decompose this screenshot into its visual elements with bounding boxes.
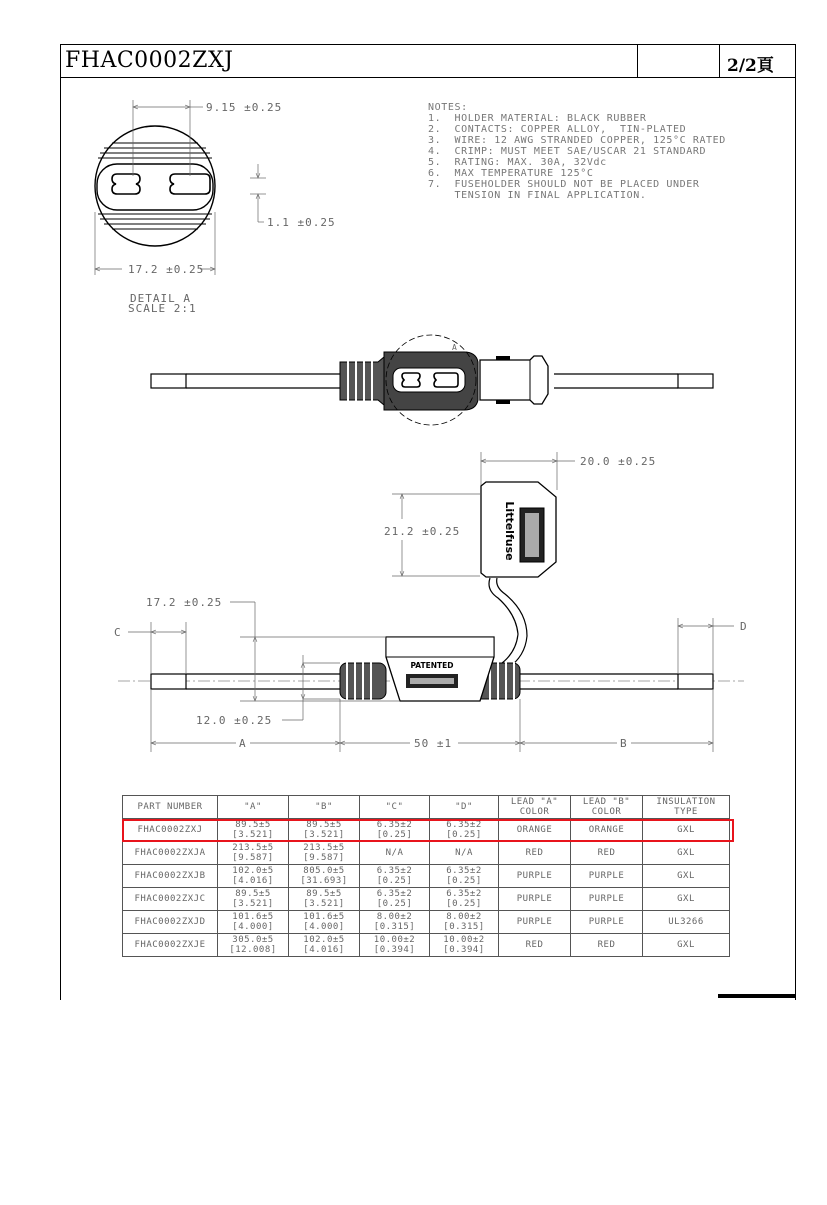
header-text: "A" xyxy=(244,802,262,812)
table-cell xyxy=(218,842,289,865)
cell-text: [12.008] xyxy=(229,945,277,955)
cell-text: FHAC0002ZXJA xyxy=(134,848,206,858)
cell-text: RED xyxy=(525,848,544,858)
cell-text: [3.521] xyxy=(303,899,345,909)
cell-text: [0.394] xyxy=(373,945,416,955)
table-cell xyxy=(123,865,218,888)
table-cell xyxy=(430,934,499,957)
cell-text: 89.5±5 xyxy=(306,889,342,899)
cell-text: GXL xyxy=(677,825,695,835)
table-cell xyxy=(218,865,289,888)
top-view xyxy=(151,335,713,425)
cell-text: [0.25] xyxy=(376,899,413,909)
table-cell xyxy=(360,934,430,957)
table-cell xyxy=(289,888,360,911)
cell-text: [3.521] xyxy=(232,830,274,840)
cell-text: 8.00±2 xyxy=(376,912,413,922)
cell-text: FHAC0002ZXJD xyxy=(134,917,206,927)
table-cell xyxy=(289,842,360,865)
cell-text: 6.35±2 xyxy=(446,866,482,876)
table-cell xyxy=(430,842,499,865)
table-cell xyxy=(360,911,430,934)
cell-text: PURPLE xyxy=(588,894,625,904)
header-text: LEAD "A" xyxy=(510,797,559,807)
body-height-dim: 12.0 ±0.25 xyxy=(196,714,273,727)
cell-text: 102.0±5 xyxy=(303,935,345,945)
notes-line: NOTES: xyxy=(428,102,468,113)
cell-text: [0.25] xyxy=(376,830,413,840)
cell-text: [0.315] xyxy=(373,922,416,932)
dim-d-label: D xyxy=(740,620,748,633)
cell-text: ORANGE xyxy=(588,825,625,835)
header-text: "C" xyxy=(385,802,404,812)
column-header xyxy=(430,796,499,819)
detail-diameter-dim: 17.2 ±0.25 xyxy=(128,263,205,276)
cell-text: 89.5±5 xyxy=(306,820,342,830)
header-text: "D" xyxy=(455,802,473,812)
cell-text: 305.0±5 xyxy=(232,935,274,945)
cell-text: 6.35±2 xyxy=(376,889,413,899)
notes-block xyxy=(428,102,726,201)
cell-text: PURPLE xyxy=(516,871,553,881)
cell-text: PURPLE xyxy=(516,917,553,927)
cell-text: [4.016] xyxy=(232,876,274,886)
notes-line: 4. CRIMP: MUST MEET SAE/USCAR 21 STANDARD xyxy=(428,146,707,157)
table-cell xyxy=(643,911,730,934)
body-diameter-dim: 17.2 ±0.25 xyxy=(146,596,223,609)
notes-line: 3. WIRE: 12 AWG STRANDED COPPER, 125°C RATED xyxy=(428,135,726,146)
table-cell xyxy=(643,934,730,957)
cell-text: 805.0±5 xyxy=(303,866,345,876)
table-cell xyxy=(123,934,218,957)
notes-line: 1. HOLDER MATERIAL: BLACK RUBBER xyxy=(428,113,647,124)
table-cell xyxy=(499,842,571,865)
cell-text: 101.6±5 xyxy=(232,912,274,922)
cell-text: [4.000] xyxy=(232,922,274,932)
cell-text: [9.587] xyxy=(232,853,274,863)
cell-text: GXL xyxy=(677,894,695,904)
cell-text: 10.00±2 xyxy=(373,935,416,945)
dim-b-label: B xyxy=(620,737,628,750)
cell-text: FHAC0002ZXJC xyxy=(134,894,206,904)
cap-height-dim: 21.2 ±0.25 xyxy=(384,525,461,538)
table-header-row xyxy=(123,796,730,819)
table-cell xyxy=(643,865,730,888)
cell-text: N/A xyxy=(455,848,473,858)
cell-text: PURPLE xyxy=(516,894,553,904)
cell-text: 89.5±5 xyxy=(235,889,271,899)
cell-text: GXL xyxy=(677,871,695,881)
table-cell xyxy=(571,865,643,888)
cell-text: [0.25] xyxy=(446,876,482,886)
cell-text: [0.315] xyxy=(443,922,485,932)
cell-text: 6.35±2 xyxy=(376,866,413,876)
cell-text: N/A xyxy=(385,848,404,858)
table-cell xyxy=(571,842,643,865)
highlighted-row-box xyxy=(122,819,734,842)
column-header xyxy=(571,796,643,819)
column-header xyxy=(289,796,360,819)
brand-logo: Littelfuse xyxy=(503,501,516,561)
table-cell xyxy=(360,865,430,888)
table-cell xyxy=(218,934,289,957)
table-row xyxy=(123,911,730,934)
patented-stamp: PATENTED xyxy=(410,661,454,670)
cell-text: 213.5±5 xyxy=(232,843,274,853)
table-cell xyxy=(430,888,499,911)
header-text: INSULATION xyxy=(656,797,716,807)
table-cell xyxy=(218,888,289,911)
cell-text: [0.25] xyxy=(376,876,413,886)
notes-line: 2. CONTACTS: COPPER ALLOY, TIN-PLATED xyxy=(428,124,687,135)
cap-width-dim: 20.0 ±0.25 xyxy=(580,455,657,468)
table-cell xyxy=(123,842,218,865)
table-cell xyxy=(123,888,218,911)
cell-text: GXL xyxy=(677,940,695,950)
table-cell xyxy=(499,865,571,888)
cell-text: 101.6±5 xyxy=(303,912,345,922)
detail-gap-dim: 1.1 ±0.25 xyxy=(267,216,336,229)
detail-callout: A xyxy=(452,343,458,352)
table-cell xyxy=(123,911,218,934)
cell-text: [4.016] xyxy=(303,945,345,955)
cell-text: [0.25] xyxy=(446,830,482,840)
table-cell xyxy=(499,888,571,911)
column-header xyxy=(499,796,571,819)
table-row xyxy=(123,888,730,911)
table-cell xyxy=(289,911,360,934)
table-cell xyxy=(218,911,289,934)
cell-text: [3.521] xyxy=(232,899,274,909)
table-cell xyxy=(430,911,499,934)
column-header xyxy=(643,796,730,819)
header-text: COLOR xyxy=(519,807,550,817)
notes-line: 7. FUSEHOLDER SHOULD NOT BE PLACED UNDER xyxy=(428,179,700,190)
cell-text: RED xyxy=(597,848,616,858)
header-text: "B" xyxy=(315,802,333,812)
cell-text: [4.000] xyxy=(303,922,345,932)
cell-text: 10.00±2 xyxy=(443,935,485,945)
table-cell xyxy=(571,888,643,911)
cell-text: 6.35±2 xyxy=(376,820,413,830)
notes-line: TENSION IN FINAL APPLICATION. xyxy=(428,190,647,201)
header-text: PART NUMBER xyxy=(137,802,203,812)
notes-line: 5. RATING: MAX. 30A, 32Vdc xyxy=(428,157,607,168)
cell-text: 102.0±5 xyxy=(232,866,274,876)
table-cell xyxy=(360,888,430,911)
notes-line: 6. MAX TEMPERATURE 125°C xyxy=(428,168,594,179)
cell-text: 6.35±2 xyxy=(446,820,482,830)
cell-text: RED xyxy=(597,940,616,950)
cell-text: [3.521] xyxy=(303,830,345,840)
table-row xyxy=(123,934,730,957)
dim-a-label: A xyxy=(239,737,247,750)
cell-text: 213.5±5 xyxy=(303,843,345,853)
table-cell xyxy=(499,911,571,934)
cell-text: FHAC0002ZXJE xyxy=(134,940,206,950)
front-view xyxy=(114,596,748,752)
cell-text: FHAC0002ZXJ xyxy=(137,825,203,835)
table-cell xyxy=(430,865,499,888)
page-number: 2/2頁 xyxy=(727,56,774,76)
cell-text: PURPLE xyxy=(588,871,625,881)
cell-text: [0.25] xyxy=(446,899,482,909)
header-text: COLOR xyxy=(591,807,622,817)
column-header xyxy=(360,796,430,819)
table-cell xyxy=(571,911,643,934)
dim-c-label: C xyxy=(114,626,122,639)
cell-text: [31.693] xyxy=(300,876,348,886)
cell-text: 8.00±2 xyxy=(446,912,482,922)
cell-text: 6.35±2 xyxy=(446,889,482,899)
document-title: FHAC0002ZXJ xyxy=(65,48,234,73)
table-cell xyxy=(360,842,430,865)
table-row xyxy=(123,865,730,888)
column-header xyxy=(123,796,218,819)
table-cell xyxy=(289,934,360,957)
center-length-dim: 50 ±1 xyxy=(414,737,453,750)
table-cell xyxy=(289,865,360,888)
cell-text: PURPLE xyxy=(588,917,625,927)
cell-text: 89.5±5 xyxy=(235,820,271,830)
cell-text: [9.587] xyxy=(303,853,345,863)
cell-text: FHAC0002ZXJB xyxy=(134,871,206,881)
table-cell xyxy=(571,934,643,957)
table-cell xyxy=(643,842,730,865)
column-header xyxy=(218,796,289,819)
detail-scale: SCALE 2:1 xyxy=(128,302,197,315)
table-row xyxy=(123,842,730,865)
table-cell xyxy=(499,934,571,957)
detail-width-dim: 9.15 ±0.25 xyxy=(206,101,283,114)
cell-text: ORANGE xyxy=(516,825,553,835)
detail-label: DETAIL A xyxy=(130,292,191,305)
cell-text: [0.394] xyxy=(443,945,485,955)
cell-text: UL3266 xyxy=(668,917,704,927)
cell-text: RED xyxy=(525,940,544,950)
cell-text: GXL xyxy=(677,848,695,858)
detail-a-view xyxy=(95,100,336,315)
header-text: LEAD "B" xyxy=(582,797,631,807)
header-text: TYPE xyxy=(674,807,698,817)
table-cell xyxy=(643,888,730,911)
